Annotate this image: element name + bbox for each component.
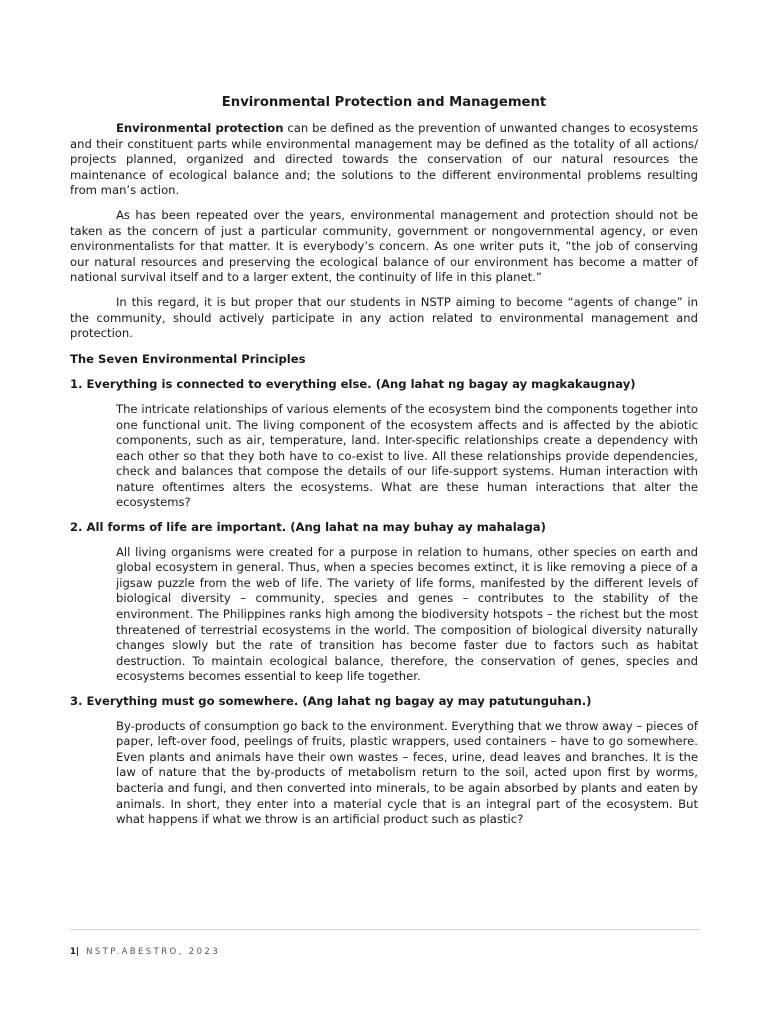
paragraph-2: As has been repeated over the years, environmental management and protection should not be taken as the concern of just a particular community, government or nongovernmental agency, or even environmentalists for that matter. It is everybody’s concern. As one writer puts it, “the job of conserving our natural resources and preserving the ecological balance of our environment has become a matter of national survival itself and to a larger extent, the continuity of life in this planet.” <box>70 207 698 285</box>
footer-separator: | <box>75 947 80 957</box>
intro-paragraph <box>70 121 698 199</box>
intro-term: Environmental protection <box>116 121 284 135</box>
principle-2-heading: 2. All forms of life are important. (Ang lahat na may buhay ay mahalaga) <box>70 520 546 535</box>
page-footer <box>70 947 220 957</box>
principle-3-body: By-products of consumption go back to the environment. Everything that we throw away – pieces of paper, left-over food, peelings of fruits, plastic wrappers, used containers – have to go somewhere. Even plants and animals have their own wastes – feces, urine, dead leaves and branches. It is the law of nature that the by-products of metabolism return to the soil, acted upon first by worms, bacteria and fungi, and then converted into minerals, to be again absorbed by plants and eaten by animals. In short, they enter into a material cycle that is an integral part of the ecosystem. But what happens if what we throw is an artificial product such as plastic? <box>116 718 698 827</box>
document-title: Environmental Protection and Management <box>221 95 547 110</box>
section-heading: The Seven Environmental Principles <box>70 351 306 366</box>
footer-text: NSTP.ABESTRO, 2023 <box>81 947 221 957</box>
principle-3-heading: 3. Everything must go somewhere. (Ang lahat ng bagay ay may patutunguhan.) <box>70 694 592 708</box>
principle-2-body: All living organisms were created for a purpose in relation to humans, other species on earth and global ecosystem in general. Thus, when a species becomes extinct, it is like removing a piece of a jigsaw puzzle from the web of life. The variety of life forms, manifested by the different levels of biological diversity – community, species and genes – contributes to the stability of the environment. The Philippines ranks high among the biodiversity hotspots – the richest but the most threatened of terrestrial ecosystems in the world. The composition of biological diversity naturally changes slowly but the rate of transition has become faster due to factors such as habitat destruction. To maintain ecological balance, therefore, the conservation of genes, species and ecosystems becomes essential to keep life together. <box>116 544 698 684</box>
page-content <box>70 94 698 837</box>
principle-1-heading: 1. Everything is connected to everything else. (Ang lahat ng bagay ay magkakaugnay) <box>70 377 636 392</box>
intro-text: can be defined as the prevention of unwanted changes to ecosystems and their constituent parts while environmental management may be defined as the totality of all actions/ projects planned, organized and directed towards the conservation of our natural resources the maintenance of ecological balance and; the solutions to the different environmental problems resulting from man’s action. <box>70 121 698 198</box>
paragraph-3: In this regard, it is but proper that our students in NSTP aiming to become “agents of change” in the community, should actively participate in any action related to environmental management and protection. <box>70 294 698 341</box>
footer-divider <box>70 929 700 930</box>
principle-1-body: The intricate relationships of various elements of the ecosystem bind the components together into one functional unit. The living component of the ecosystem affects and is affected by the abiotic components, such as air, temperature, land. Inter-specific relationships create a dependency with each other so that they both have to co-exist to live. All these relationships provide dependencies, check and balances that compose the details of our life-support systems. Human interaction with nature oftentimes alters the ecosystems. What are these human interactions that alter the ecosystems? <box>116 401 698 510</box>
page-number: 1 <box>70 947 76 957</box>
